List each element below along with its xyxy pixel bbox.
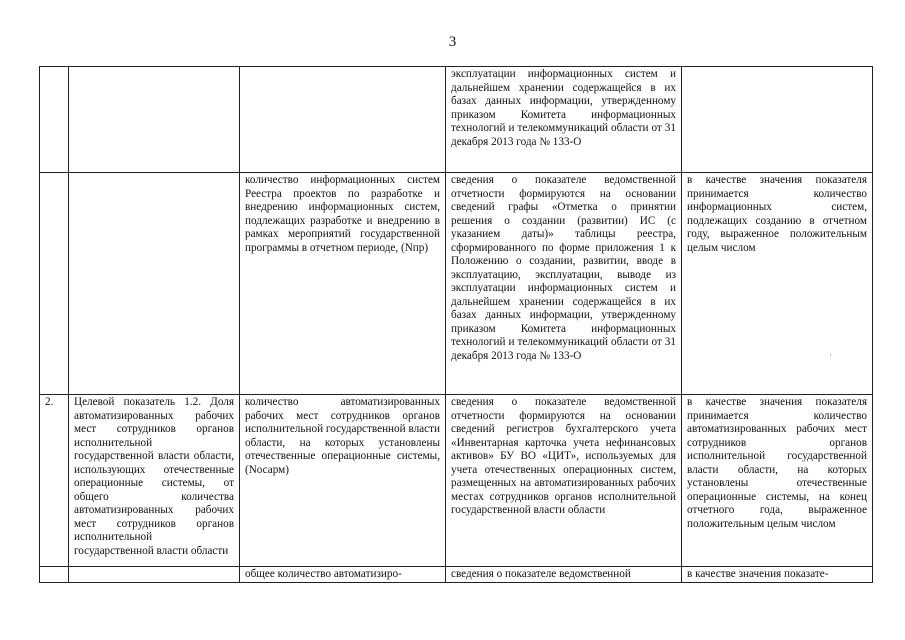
indicator-cell: [69, 173, 240, 395]
indicator-cell: [69, 567, 240, 583]
measure-cell: общее количество автоматизиро-: [240, 567, 446, 583]
method-cell: в качестве значения показате-: [682, 567, 873, 583]
indicator-table: [39, 66, 873, 583]
page-number: 3: [448, 34, 457, 50]
method-cell: в качестве значения показателя принимается количество автоматизированных рабочих мест сотрудников органов исполнительной государственной власти области, на которых установлены отечественные операционные системы, на конец отчетного года, выраженное положительным целым числом: [682, 395, 873, 567]
scan-speck: ·: [829, 350, 832, 360]
source-cell: сведения о показателе ведомственной отчетности формируются на основании сведений регистров бухгалтерского учета «Инвентарная карточка учета нефинансовых активов» БУ ВО «ЦИТ», используемых для учета отечественных операционных систем, размещенных на автоматизированных рабочих местах сотрудников органов исполнительной государственной власти области: [446, 395, 682, 567]
indicator-cell: Целевой показатель 1.2. Доля автоматизированных рабочих мест сотрудников органов исполнительной государственной власти области, использующих отечественные операционные системы, от общего количества автоматизированных рабочих мест сотрудников органов исполнительной государственной власти области: [69, 395, 240, 567]
source-cell: сведения о показателе ведомственной отчетности формируются на основании сведений графы «Отметка о принятии решения о создании (развитии) ИС (с указанием даты)» таблицы реестра, сформированного по форме приложения 1 к Положению о создании, развитии, вводе в эксплуатацию, эксплуатации, выводе из эксплуатации информационных систем и дальнейшем хранении содержащейся в их базах данных информации, утвержденному приказом Комитета информационных технологий и телекоммуникаций области от 31 декабря 2013 года № 133-О: [446, 173, 682, 395]
row-number: [40, 173, 69, 395]
table-row: [40, 67, 873, 173]
method-cell: в качестве значения показателя принимается количество информационных систем, подлежащих созданию в отчетном году, выраженное положительным целым числом: [682, 173, 873, 395]
row-number: 2.: [40, 395, 69, 567]
method-cell: [682, 67, 873, 173]
indicator-cell: [69, 67, 240, 173]
row-number: [40, 67, 69, 173]
source-cell: сведения о показателе ведомственной: [446, 567, 682, 583]
row-number: [40, 567, 69, 583]
measure-cell: количество автоматизированных рабочих мест сотрудников органов исполнительной государственной власти области, на которых установлены отечественные операционные системы, (Nосарм): [240, 395, 446, 567]
measure-cell: количество информационных систем Реестра проектов по разработке и внедрению информационных систем, подлежащих разработке и внедрению в рамках мероприятий государственной программы в отчетном периоде, (Nпр): [240, 173, 446, 395]
measure-cell: [240, 67, 446, 173]
table-row: [40, 395, 873, 567]
source-cell: эксплуатации информационных систем и дальнейшем хранении содержащейся в их базах данных информации, утвержденному приказом Комитета информационных технологий и телекоммуникаций области от 31 декабря 2013 года № 133-О: [446, 67, 682, 173]
table-row: [40, 567, 873, 583]
table-row: [40, 173, 873, 395]
